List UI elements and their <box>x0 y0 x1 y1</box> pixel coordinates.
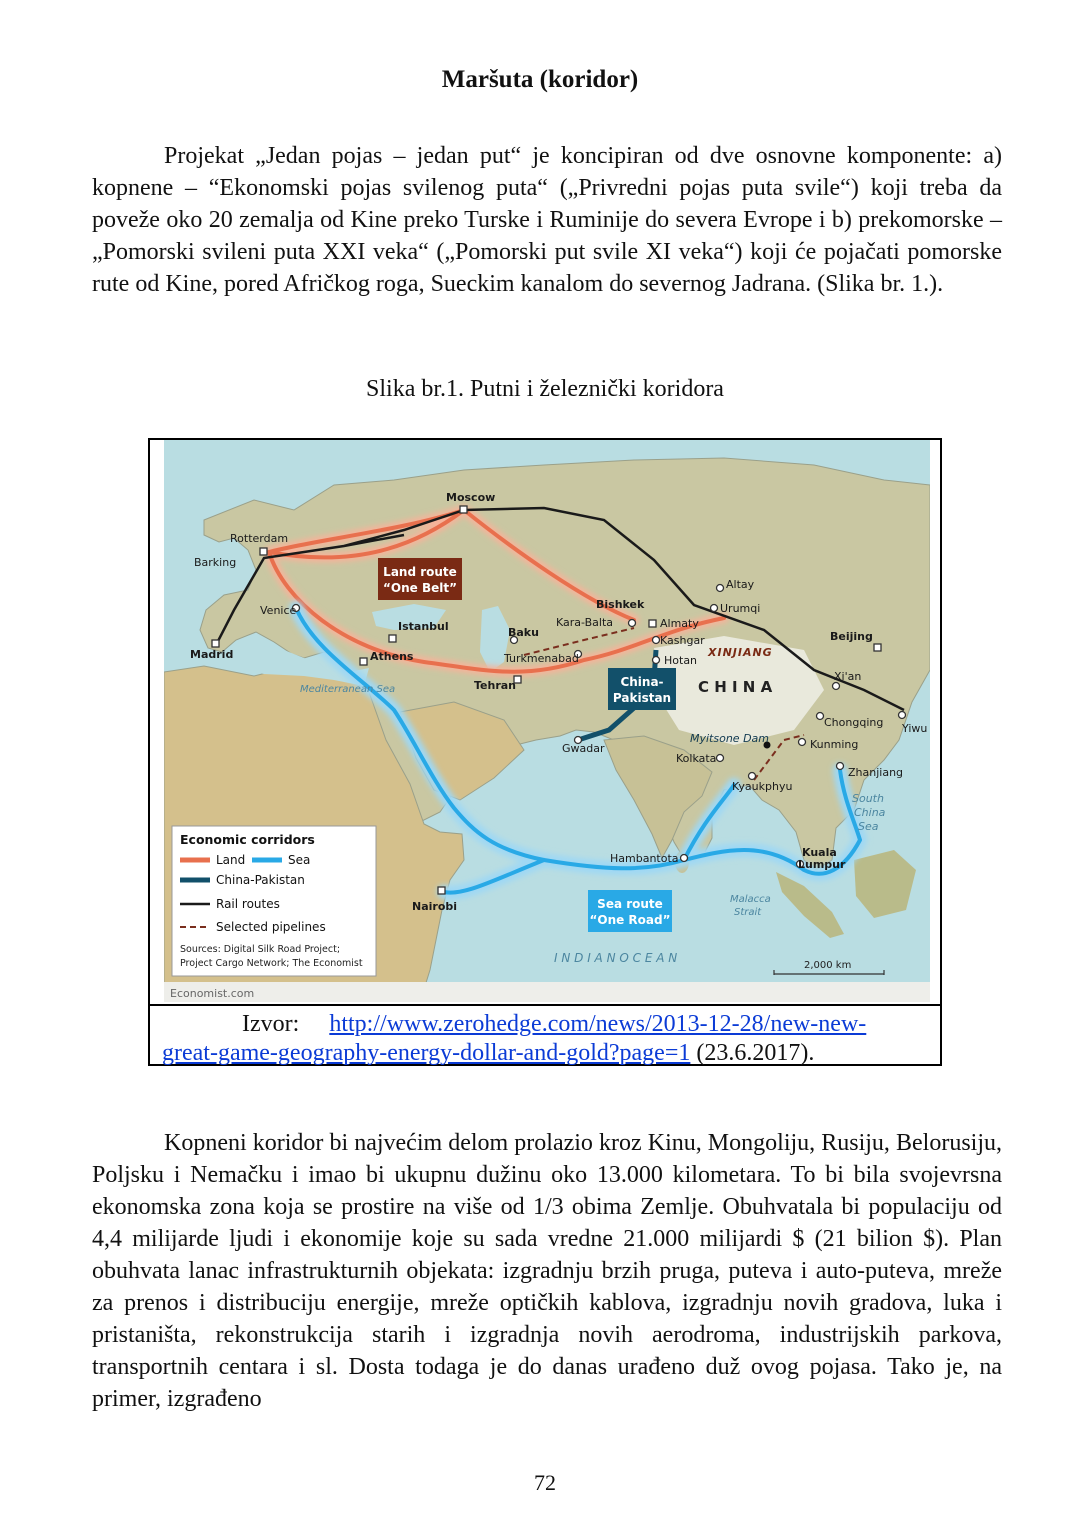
page-title: Maršuta (koridor) <box>441 66 639 93</box>
label-chongqing: Chongqing <box>824 716 884 729</box>
cp-callout-line2: Pakistan <box>612 691 672 705</box>
label-istanbul: Istanbul <box>398 620 449 633</box>
cp-callout-line1: China- <box>620 675 664 689</box>
marker-beijing <box>874 644 881 651</box>
marker-madrid <box>212 640 219 647</box>
legend-china-pakistan: China-Pakistan <box>216 873 305 887</box>
label-china: C H I N A <box>698 678 773 696</box>
label-china-sea-2: Sea <box>858 820 879 833</box>
marker-urumqi <box>711 605 718 612</box>
label-altay: Altay <box>726 578 755 591</box>
figure-caption: Slika br.1. Putni i železnički koridora <box>366 376 724 402</box>
marker-istanbul <box>389 635 396 642</box>
label-xinjiang: XINJIANG <box>708 646 773 659</box>
marker-zhanjiang <box>837 763 844 770</box>
marker-moscow <box>460 506 467 513</box>
label-barking: Barking <box>194 556 237 569</box>
map-legend <box>172 826 376 976</box>
marker-rotterdam <box>260 548 267 555</box>
source-date: (23.6.2017). <box>690 1040 815 1066</box>
label-hotan: Hotan <box>664 654 698 667</box>
marker-chongqing <box>817 713 824 720</box>
page-number: 72 <box>534 1470 556 1495</box>
label-gwadar: Gwadar <box>562 742 605 755</box>
label-mediterranean-sea: Mediterranean Sea <box>300 684 396 695</box>
label-kuala: Kuala <box>802 846 837 859</box>
label-kyaukphyu: Kyaukphyu <box>732 780 793 793</box>
source-line-2 <box>162 1039 814 1068</box>
label-turkmenabad: Turkmenabad <box>504 652 579 665</box>
label-bishkek: Bishkek <box>596 598 645 611</box>
source-link-part2[interactable]: great-game-geography-energy-dollar-and-gold?page=1 <box>162 1040 691 1066</box>
marker-hotan <box>653 657 660 664</box>
label-madrid: Madrid <box>190 648 234 661</box>
label-lumpur: Lumpur <box>798 858 846 871</box>
label-malacca: Malacca <box>730 894 771 905</box>
sea-route-callout <box>588 890 672 932</box>
source-link-part1[interactable]: http://www.zerohedge.com/news/2013-12-28/new-new- <box>329 1011 867 1037</box>
label-venice: Venice <box>260 604 297 617</box>
label-rotterdam: Rotterdam <box>230 532 289 545</box>
legend-land: Land <box>216 853 246 867</box>
marker-nairobi <box>438 887 445 894</box>
map-credit: Economist.com <box>170 987 255 1000</box>
intro-paragraph: Projekat „Jedan pojas – jedan put“ je koncipiran od dve osnovne komponente: a) kopnene – “Ekonomski pojas svilenog puta“ („Privredni pojas puta svile“) koji treba da poveže oko 20 zemalja od Kine preko Turske i Ruminije do severa Evrope i b) prekomorske – „Pomorski svileni puta XXI veka“ („Pomorski put svile XI veka“) koji će pojačati pomorske rute od Kine, pored Afričkog roga, Sueckim kanalom do severnog Jadrana. (Slika br. 1.). <box>92 143 1002 297</box>
marker-kashgar <box>653 637 660 644</box>
label-hambantota: Hambantota <box>610 852 679 865</box>
marker-athens <box>360 658 367 665</box>
body-paragraph: Kopneni koridor bi najvećim delom prolazio kroz Kinu, Mongoliju, Rusiju, Belorusiju, Poljsku i Nemačku i imao bi ukupnu dužinu oko 13.000 kilometara. To bi bila svojevrsna ekonomska zona koja se prostire na više od 1/3 obima Zemlje. Obuhvatala bi populaciju od 4,4 milijarde ljudi i ekonomije koje su sada vredne 21.000 milijardi $ (21 bilion $). Plan obuhvata lanac infrastrukturnih objekata: izgradnju brzih pruga, puteva i auto-puteva, mreže za prenos i distribuciju energije, mreže optičkih kablova, izgradnju novih gradova, luka i pristaništa, rekonstrukcija starih i izgradnja novih aerodroma, industrijskih parkova, transportnih centara i sl. Dosta todaga je do danas urađeno duž ovog pojasa. Tako je, na primer, izgrađeno <box>92 1130 1002 1412</box>
label-yiwu: Yiwu <box>902 722 928 735</box>
marker-xian <box>833 683 840 690</box>
marker-hambantota <box>681 855 688 862</box>
figure-frame <box>148 438 942 1066</box>
label-tehran: Tehran <box>474 679 517 692</box>
scale-label: 2,000 km <box>804 960 852 971</box>
china-pakistan-callout <box>608 668 676 710</box>
label-kashgar: Kashgar <box>660 634 705 647</box>
marker-kolkata <box>717 755 724 762</box>
label-kara-balta: Kara-Balta <box>556 616 613 629</box>
legend-title: Economic corridors <box>180 832 315 847</box>
legend-sources-2: Project Cargo Network; The Economist <box>180 958 363 969</box>
label-strait: Strait <box>734 907 762 918</box>
legend-sources-1: Sources: Digital Silk Road Project; <box>180 944 341 955</box>
credit-strip <box>164 982 930 1002</box>
legend-rail: Rail routes <box>216 897 280 911</box>
figure-source <box>150 1004 940 1068</box>
label-beijing: Beijing <box>830 630 873 643</box>
source-line-1 <box>242 1010 866 1039</box>
land-callout-line2: “One Belt” <box>383 581 457 595</box>
marker-yiwu <box>899 712 906 719</box>
marker-kyaukphyu <box>749 773 756 780</box>
label-zhanjiang: Zhanjiang <box>848 766 904 779</box>
sea-callout-line2: “One Road” <box>589 913 671 927</box>
legend-pipelines: Selected pipelines <box>216 920 326 934</box>
legend-sea: Sea <box>288 853 311 867</box>
label-china-sea-1: China <box>854 806 886 819</box>
label-nairobi: Nairobi <box>412 900 458 913</box>
label-myitsone-dam: Myitsone Dam <box>690 732 769 745</box>
label-south: South <box>852 792 884 805</box>
label-moscow: Moscow <box>446 491 496 504</box>
label-indian-ocean: I N D I A N O C E A N <box>554 951 678 965</box>
marker-altay <box>717 585 724 592</box>
label-kolkata: Kolkata <box>676 752 717 765</box>
marker-kunming <box>799 739 806 746</box>
label-almaty: Almaty <box>660 617 699 630</box>
label-urumqi: Urumqi <box>720 602 761 615</box>
sea-callout-line1: Sea route <box>597 897 663 911</box>
marker-bishkek <box>629 620 636 627</box>
land-callout-line1: Land route <box>383 565 457 579</box>
label-xian: Xi'an <box>834 670 862 683</box>
label-baku: Baku <box>508 626 539 639</box>
marker-almaty <box>649 620 656 627</box>
silk-road-map <box>164 440 930 1002</box>
land-route-callout <box>378 558 462 600</box>
label-kunming: Kunming <box>810 738 859 751</box>
source-label: Izvor: <box>242 1011 300 1037</box>
label-athens: Athens <box>370 650 414 663</box>
